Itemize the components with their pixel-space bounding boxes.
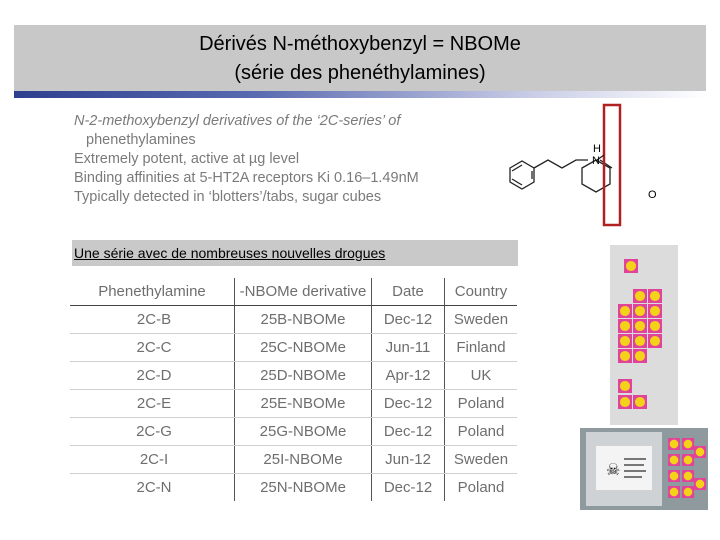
header-country: Country bbox=[445, 278, 518, 306]
title-box bbox=[14, 25, 706, 91]
cell-country: Poland bbox=[445, 418, 518, 446]
smiley-icon bbox=[684, 440, 693, 449]
cell-phenethylamine: 2C-N bbox=[70, 474, 235, 502]
table-row bbox=[70, 446, 517, 474]
cell-derivative: 25N-NBOMe bbox=[235, 474, 372, 502]
cell-country: Poland bbox=[445, 390, 518, 418]
cell-country: Sweden bbox=[445, 446, 518, 474]
smiley-icon bbox=[620, 397, 630, 407]
smiley-icon bbox=[650, 306, 660, 316]
cell-country: UK bbox=[445, 362, 518, 390]
slide-subtitle: (série des phenéthylamines) bbox=[234, 62, 486, 84]
cell-country: Sweden bbox=[445, 306, 518, 334]
cell-date: Jun-12 bbox=[372, 446, 445, 474]
table-row bbox=[70, 334, 517, 362]
cell-phenethylamine: 2C-I bbox=[70, 446, 235, 474]
o-atom-label: O bbox=[648, 189, 657, 201]
smiley-icon bbox=[670, 488, 679, 497]
table-row bbox=[70, 418, 517, 446]
bullet-item: Extremely potent, active at µg level bbox=[74, 151, 300, 167]
smiley-icon bbox=[670, 440, 679, 449]
cell-phenethylamine: 2C-D bbox=[70, 362, 235, 390]
nbome-table bbox=[70, 278, 517, 501]
cell-date: Dec-12 bbox=[372, 418, 445, 446]
cell-phenethylamine: 2C-G bbox=[70, 418, 235, 446]
smiley-icon bbox=[620, 381, 630, 391]
cell-derivative: 25I-NBOMe bbox=[235, 446, 372, 474]
cell-derivative: 25D-NBOMe bbox=[235, 362, 372, 390]
table-header-row bbox=[70, 278, 517, 306]
cell-country: Poland bbox=[457, 479, 505, 496]
header-phenethylamine: Phenethylamine bbox=[70, 278, 235, 306]
smiley-icon bbox=[684, 456, 693, 465]
n-atom-label: N bbox=[592, 155, 600, 167]
cell-derivative: 25B-NBOMe bbox=[235, 306, 372, 334]
smiley-icon bbox=[635, 351, 645, 361]
cell-derivative: 25G-NBOMe bbox=[235, 418, 372, 446]
bullet-item: phenethylamines bbox=[86, 132, 196, 148]
bullet-item: N-2-methoxybenzyl derivatives of the ‘2C-series’ of bbox=[74, 113, 401, 129]
smiley-icon bbox=[670, 472, 679, 481]
smiley-blotter-image bbox=[610, 245, 678, 425]
series-highlight bbox=[72, 240, 518, 266]
smiley-icon bbox=[635, 291, 645, 301]
smiley-icon bbox=[650, 321, 660, 331]
header-date: Date bbox=[372, 278, 445, 306]
cell-date: Dec-12 bbox=[372, 474, 445, 502]
smiley-icon bbox=[620, 321, 630, 331]
nbome-structure-diagram bbox=[500, 105, 657, 227]
smiley-icon bbox=[650, 291, 660, 301]
table-row bbox=[70, 362, 517, 390]
cell-date: Jun-11 bbox=[372, 334, 445, 362]
cell-phenethylamine: 2C-C bbox=[70, 334, 235, 362]
cell-derivative: 25E-NBOMe bbox=[235, 390, 372, 418]
smiley-icon bbox=[684, 472, 693, 481]
smiley-icon bbox=[670, 456, 679, 465]
smiley-icon bbox=[635, 306, 645, 316]
table-row bbox=[70, 390, 517, 418]
series-highlight-text: Une série avec de nombreuses nouvelles drogues bbox=[74, 245, 386, 261]
bullet-list bbox=[74, 112, 454, 207]
smiley-icon bbox=[620, 306, 630, 316]
skull-crossbones-icon: ☠ bbox=[606, 462, 621, 479]
cell-country: Finland bbox=[445, 334, 518, 362]
cell-date: Apr-12 bbox=[372, 362, 445, 390]
table-row bbox=[70, 474, 517, 502]
blotter-tabs-photo bbox=[610, 245, 678, 425]
smiley-icon bbox=[684, 488, 693, 497]
bullet-item: Typically detected in ‘blotters’/tabs, sugar cubes bbox=[74, 189, 382, 205]
package-image bbox=[580, 428, 708, 510]
bullet-item: Binding affinities at 5-HT2A receptors Ki 0.16–1.49nM bbox=[74, 170, 419, 186]
h-atom-label: H bbox=[593, 143, 601, 155]
seized-package-photo bbox=[580, 428, 708, 510]
header-nbome-derivative: -NBOMe derivative bbox=[235, 278, 372, 306]
smiley-icon bbox=[635, 321, 645, 331]
table-row bbox=[70, 306, 517, 334]
smiley-icon bbox=[635, 336, 645, 346]
cell-date: Dec-12 bbox=[372, 390, 445, 418]
smiley-icon bbox=[635, 397, 645, 407]
cell-phenethylamine: 2C-E bbox=[70, 390, 235, 418]
smiley-icon bbox=[696, 448, 705, 457]
smiley-icon bbox=[620, 351, 630, 361]
cell-derivative: 25C-NBOMe bbox=[235, 334, 372, 362]
cell-date: Dec-12 bbox=[372, 306, 445, 334]
cell-phenethylamine: 2C-B bbox=[70, 306, 235, 334]
smiley-icon bbox=[620, 336, 630, 346]
smiley-icon bbox=[650, 336, 660, 346]
smiley-icon bbox=[626, 261, 636, 271]
smiley-icon bbox=[696, 480, 705, 489]
slide-title: Dérivés N-méthoxybenzyl = NBOMe bbox=[199, 33, 521, 55]
package-label bbox=[596, 446, 652, 490]
title-accent-bar bbox=[14, 91, 706, 98]
